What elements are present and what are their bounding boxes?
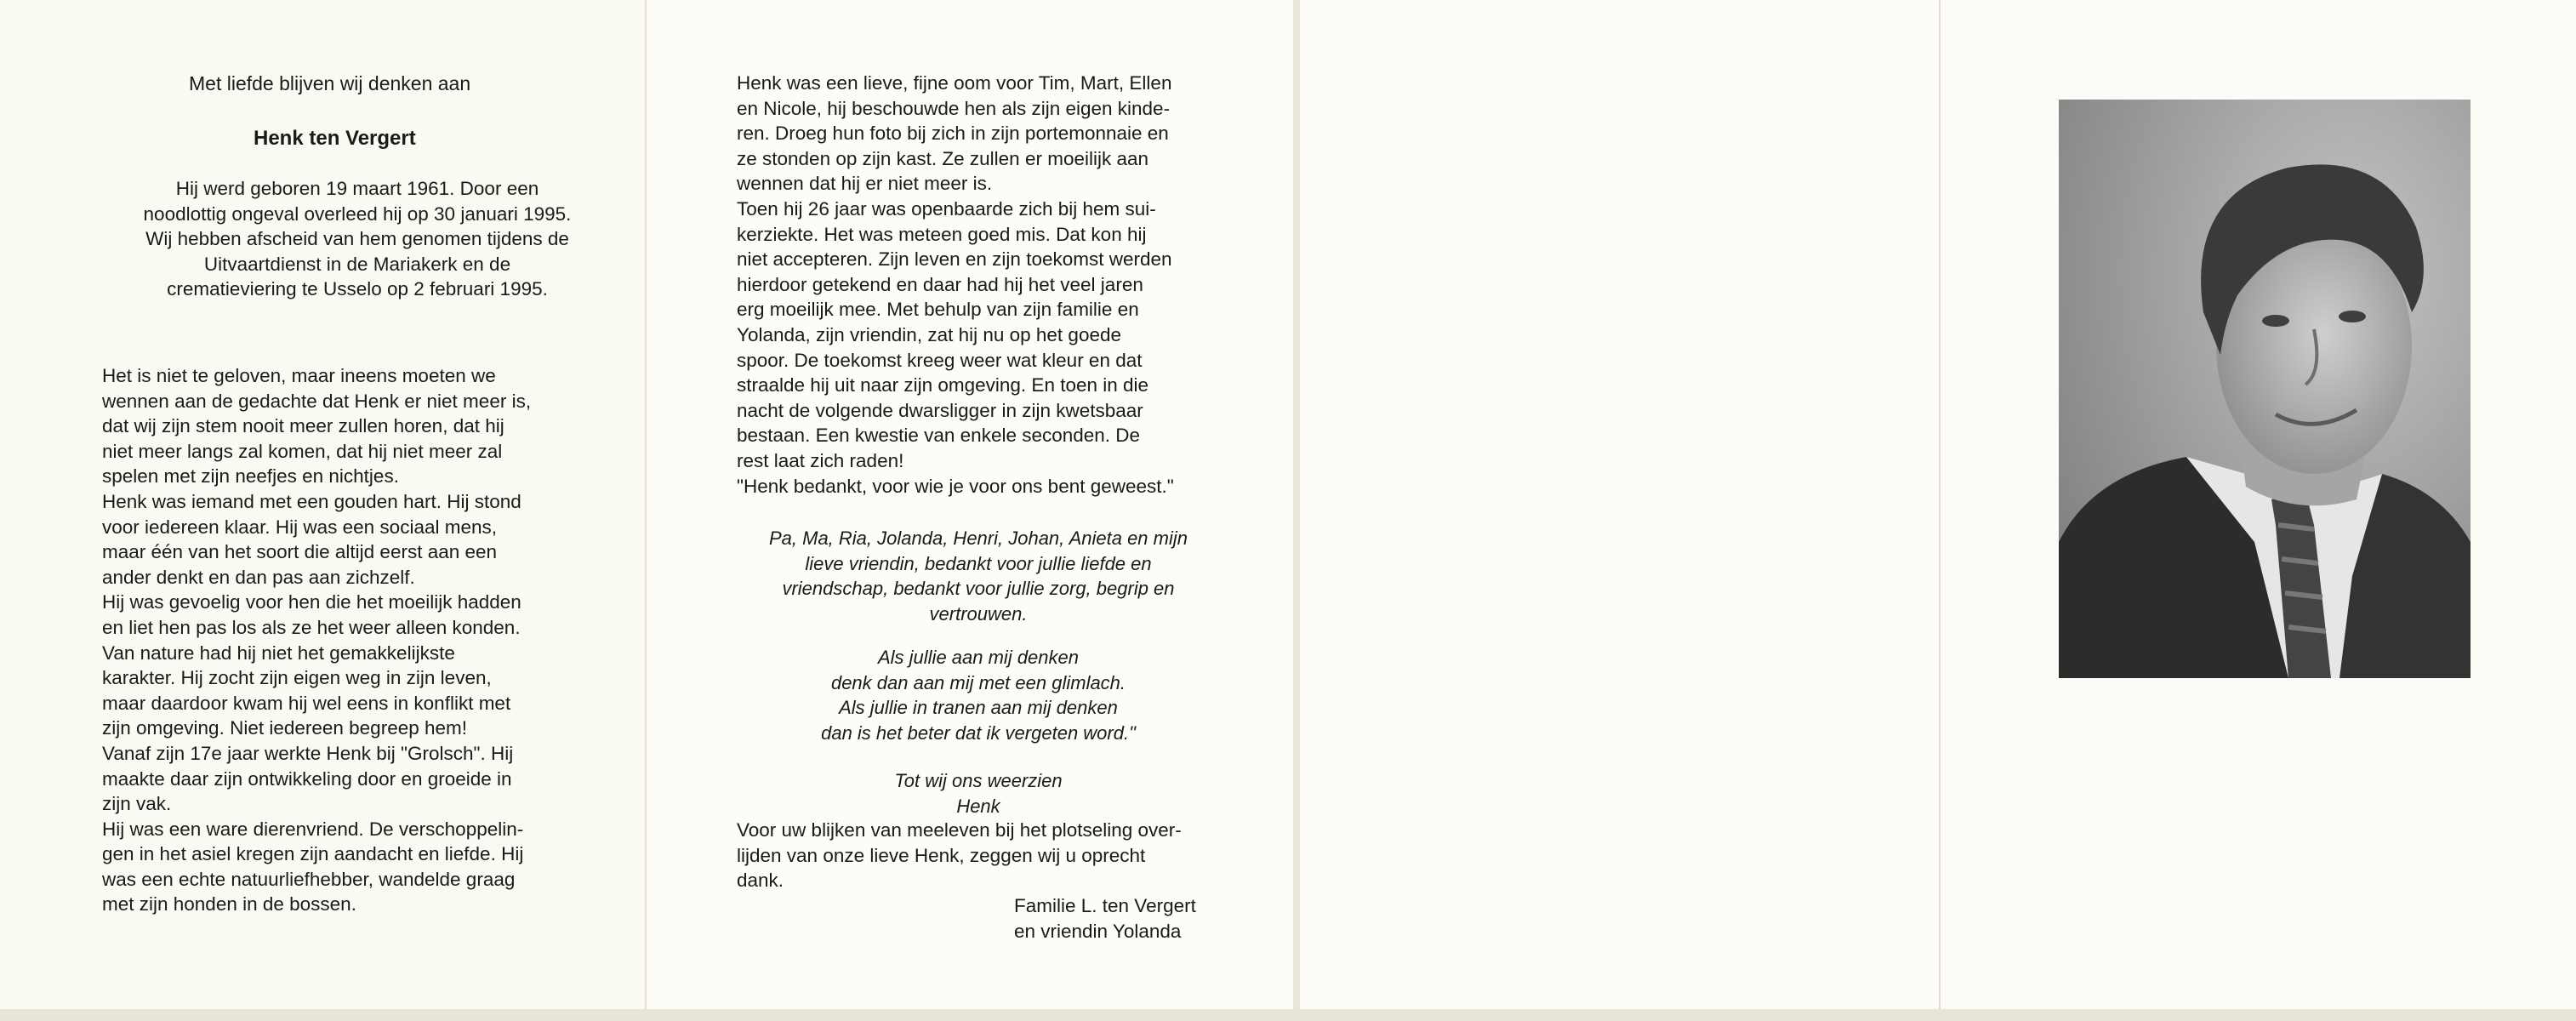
closing-line: Tot wij ons weerzien Henk xyxy=(894,770,1063,817)
deceased-name: Henk ten Vergert xyxy=(254,127,416,150)
page-edge xyxy=(0,1009,2576,1021)
portrait-photo xyxy=(2059,100,2471,678)
family-signature: Familie L. ten Vergert en vriendin Yolanda xyxy=(1014,895,1196,942)
sheet-gap xyxy=(1293,0,1300,1009)
poem: Als jullie aan mij denken denk dan aan mij met een glimlach. Als jullie in tranen aan mij denken dan is het beter dat ik vergeten word." xyxy=(821,647,1136,744)
family-thanks: Pa, Ma, Ria, Jolanda, Henri, Johan, Anieta en mijn lieve vriendin, bedankt voor jullie liefde en vriendschap, bedankt voor jullie zorg, begrip en vertrouwen. xyxy=(768,528,1188,625)
memorial-text-right: Henk was een lieve, fijne oom voor Tim, Mart, Ellen en Nicole, hij beschouwde hen als zijn eigen kinde- ren. Droeg hun foto bij zich in zijn portemonnaie en ze stonden op zijn kast. Ze zullen er moeilijk aan wennen dat hij er niet meer is. Toen hij 26 jaar was openbaarde zich bij hem sui- kerziekte. Het was meteen goed mis. Dat kon hij niet accepteren. Zijn leven en zijn toekomst werden hierdoor getekend en daar had hij het veel jaren erg moeilijk mee. Met behulp van zijn familie en Yolanda, zijn vriendin, zat hij nu op het goede spoor. De toekomst kreeg weer wat kleur en dat straalde hij uit naar zijn omgeving. En toen in die nacht de volgende dwarsligger in zijn kwetsbaar bestaan. Een kwestie van enkele seconden. De rest laat zich raden! "Henk bedankt, voor wie je voor ons bent geweest." xyxy=(737,72,1174,497)
fold-line xyxy=(1939,0,1941,1009)
fold-line xyxy=(645,0,647,1009)
memorial-text-left: Het is niet te geloven, maar ineens moeten we wennen aan de gedachte dat Henk er niet meer is, dat wij zijn stem nooit meer zullen horen, dat hij niet meer langs zal komen, dat hij niet meer zal spelen met zijn neefjes en nichtjes. Henk was iemand met een gouden hart. Hij stond voor iedereen klaar. Hij was een sociaal mens, maar één van het soort die altijd eerst aan een ander denkt en dan pas aan zichzelf. Hij was gevoelig voor hen die het moeilijk hadden en liet hen pas los als ze het weer alleen konden. Van nature had hij niet het gemakkelijkste karakter. Hij zocht zijn eigen weg in zijn leven, maar daardoor kwam hij wel eens in konflikt met zijn omgeving. Niet iedereen begreep hem! Vanaf zijn 17e jaar werkte Henk bij "Grolsch". Hij maakte daar zijn ontwikkeling door en groeide in zijn vak. Hij was een ware dierenvriend. De verschoppelin- gen in het asiel kregen zijn aandacht en liefde. Hij was een echte natuurliefhebber, wandelde graag met zijn honden in de bossen. xyxy=(102,365,532,915)
intro-line: Met liefde blijven wij denken aan xyxy=(189,72,471,94)
birth-death-paragraph: Hij werd geboren 19 maart 1961. Door een noodlottig ongeval overleed hij op 30 januari 1995. Wij hebben afscheid van hem genomen tijdens de Uitvaartdienst in de Mariakerk en de crematieviering te Usselo op 2 februari 1995. xyxy=(143,178,572,299)
portrait-illustration xyxy=(2059,100,2471,678)
card-panel-blank xyxy=(1300,0,1940,1009)
gratitude-paragraph: Voor uw blijken van meeleven bij het plotseling over- lijden van onze lieve Henk, zeggen wij u oprecht dank. xyxy=(737,819,1182,892)
